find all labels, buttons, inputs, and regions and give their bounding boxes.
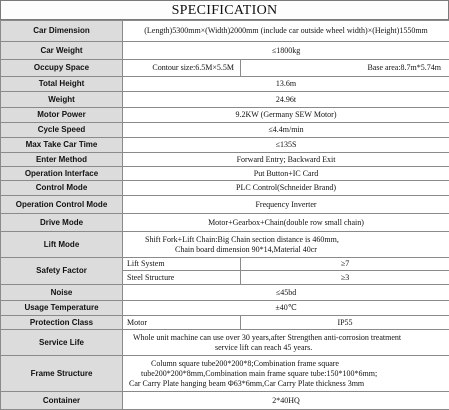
sub-label: Steel Structure (123, 271, 241, 285)
row-value-line: Car Carry Plate hanging beam Φ63*6mm,Car Carry Plate thickness 3mm (125, 379, 447, 389)
row-label: Frame Structure (1, 356, 123, 392)
row-value (123, 330, 449, 356)
row-value (123, 232, 449, 258)
row-value: ≤45bd (123, 285, 449, 301)
table-row (1, 214, 449, 232)
table-row (1, 196, 449, 214)
row-value: ≤4.4m/min (123, 123, 449, 138)
table-row (1, 285, 449, 301)
row-label: Car Dimension (1, 21, 123, 42)
row-label: Max Take Car Time (1, 138, 123, 153)
row-label: Service Life (1, 330, 123, 356)
table-row (1, 138, 449, 153)
row-value: PLC Control(Schneider Brand) (123, 181, 449, 196)
row-label: Motor Power (1, 108, 123, 123)
table-row (1, 330, 449, 356)
row-value-line: service lift can reach 45 years. (125, 343, 447, 353)
spec-table (0, 20, 449, 410)
table-row (1, 108, 449, 123)
table-row (1, 123, 449, 138)
row-value: 9.2KW (Germany SEW Motor) (123, 108, 449, 123)
row-label: Container (1, 392, 123, 410)
row-value-line: Whole unit machine can use over 30 years,after Strengthen anti-corrosion treatment (125, 333, 447, 343)
row-value: ±40℃ (123, 301, 449, 316)
row-value-line: Chain board dimension 90*14,Material 40cr (125, 245, 447, 255)
row-label: Operation Interface (1, 167, 123, 181)
table-row (1, 232, 449, 258)
row-value: Put Button+IC Card (123, 167, 449, 181)
table-row (1, 42, 449, 60)
row-label: Safety Factor (1, 258, 123, 285)
row-label: Occupy Space (1, 60, 123, 77)
row-value: ≤1800kg (123, 42, 449, 60)
sub-value: ≥3 (241, 271, 449, 285)
page-title: SPECIFICATION (0, 0, 449, 20)
sub-label: Lift System (123, 258, 241, 271)
table-row (1, 153, 449, 167)
row-label: Enter Method (1, 153, 123, 167)
sub-value: ≥7 (241, 258, 449, 271)
row-label: Protection Class (1, 316, 123, 330)
row-value-line: Shift Fork+Lift Chain:Big Chain section distance is 460mm, (125, 235, 447, 245)
row-label: Cycle Speed (1, 123, 123, 138)
row-label: Drive Mode (1, 214, 123, 232)
row-value: 24.96t (123, 92, 449, 108)
row-label: Noise (1, 285, 123, 301)
row-value: Base area:8.7m*5.74m (241, 60, 449, 77)
row-label: Total Height (1, 77, 123, 92)
row-label: Usage Temperature (1, 301, 123, 316)
row-value: Forward Entry; Backward Exit (123, 153, 449, 167)
table-row (1, 356, 449, 392)
row-label: Weight (1, 92, 123, 108)
sub-value: IP55 (241, 316, 449, 330)
table-row (1, 77, 449, 92)
table-row (1, 301, 449, 316)
row-value: (Length)5300mm×(Width)2000mm (include car outside wheel width)×(Height)1550mm (123, 21, 449, 42)
row-value: Contour size:6.5M×5.5M (123, 60, 241, 77)
row-value: Motor+Gearbox+Chain(double row small chain) (123, 214, 449, 232)
row-value-line: tube200*200*8mm,Combination main frame square tube:150*100*6mm; (125, 369, 447, 379)
row-value: Frequency Inverter (123, 196, 449, 214)
row-label: Control Mode (1, 181, 123, 196)
row-value-line: Column square tube200*200*8;Combination frame square (125, 359, 447, 369)
table-row (1, 167, 449, 181)
table-row (1, 21, 449, 42)
row-value: ≤135S (123, 138, 449, 153)
table-row (1, 316, 449, 330)
row-label: Car Weight (1, 42, 123, 60)
sub-label: Motor (123, 316, 241, 330)
row-value: 2*40HQ (123, 392, 449, 410)
row-value: 13.6m (123, 77, 449, 92)
row-label: Operation Control Mode (1, 196, 123, 214)
row-label: Lift Mode (1, 232, 123, 258)
table-row (1, 181, 449, 196)
row-value (123, 356, 449, 392)
table-row (1, 60, 449, 77)
table-row (1, 258, 449, 271)
table-row (1, 92, 449, 108)
table-row (1, 392, 449, 410)
